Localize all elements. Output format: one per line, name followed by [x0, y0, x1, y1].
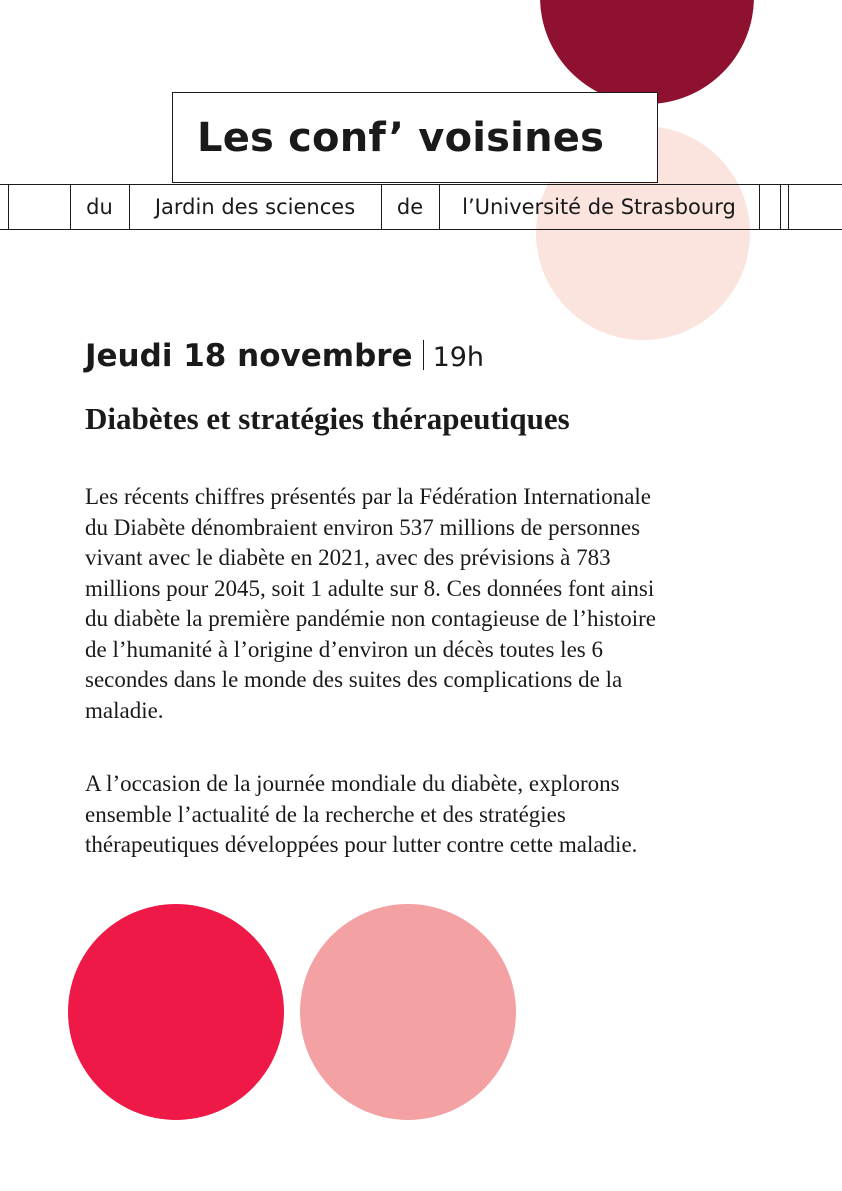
description-paragraph-1	[85, 482, 765, 726]
paragraph-line: du Diabète dénombraient environ 537 millions de personnes	[85, 514, 641, 540]
strip-divider	[759, 185, 760, 229]
decorative-circle-bright-red	[68, 904, 284, 1120]
paragraph-line: millions pour 2045, soit 1 adulte sur 8. Ces données font ainsi	[85, 575, 655, 601]
decorative-circle-dark-red	[540, 0, 754, 104]
paragraph-line: du diabète la première pandémie non contagieuse de l’histoire	[85, 606, 656, 631]
date-separator	[423, 340, 424, 370]
talk-title: Diabètes et stratégies thérapeutiques	[85, 401, 570, 436]
event-date-line	[85, 336, 484, 374]
series-title: Les conf’ voisines	[197, 114, 605, 161]
paragraph-line: ensemble l’actualité de la recherche et des stratégies	[85, 801, 566, 827]
event-time: 19h	[432, 342, 485, 373]
description-paragraph-2	[85, 769, 765, 861]
strip-word-de: de	[396, 195, 424, 219]
paragraph-line: Les récents chiffres présentés par la Fédération Internationale	[85, 484, 652, 509]
strip-word-du: du	[86, 195, 113, 219]
strip-word-jardin: Jardin des sciences	[154, 195, 356, 219]
strip-divider	[780, 185, 781, 229]
title-box	[172, 92, 658, 183]
strip-divider	[788, 185, 789, 229]
decorative-circle-light-pink	[300, 904, 516, 1120]
paragraph-line: secondes dans le monde des suites des complications de la	[85, 667, 623, 692]
paragraph-line: thérapeutiques développées pour lutter contre cette maladie.	[85, 832, 638, 857]
subtitle-strip	[0, 184, 842, 230]
paragraph-line: A l’occasion de la journée mondiale du diabète, explorons	[85, 771, 620, 796]
paragraph-line: maladie.	[85, 697, 164, 723]
paragraph-line: vivant avec le diabète en 2021, avec des prévisions à 783	[85, 545, 611, 570]
paragraph-line: de l’humanité à l’origine d’environ un décès toutes les 6	[85, 636, 603, 662]
event-date: Jeudi 18 novembre	[85, 338, 413, 374]
strip-divider	[8, 185, 9, 229]
strip-word-universite: l’Université de Strasbourg	[462, 195, 736, 219]
